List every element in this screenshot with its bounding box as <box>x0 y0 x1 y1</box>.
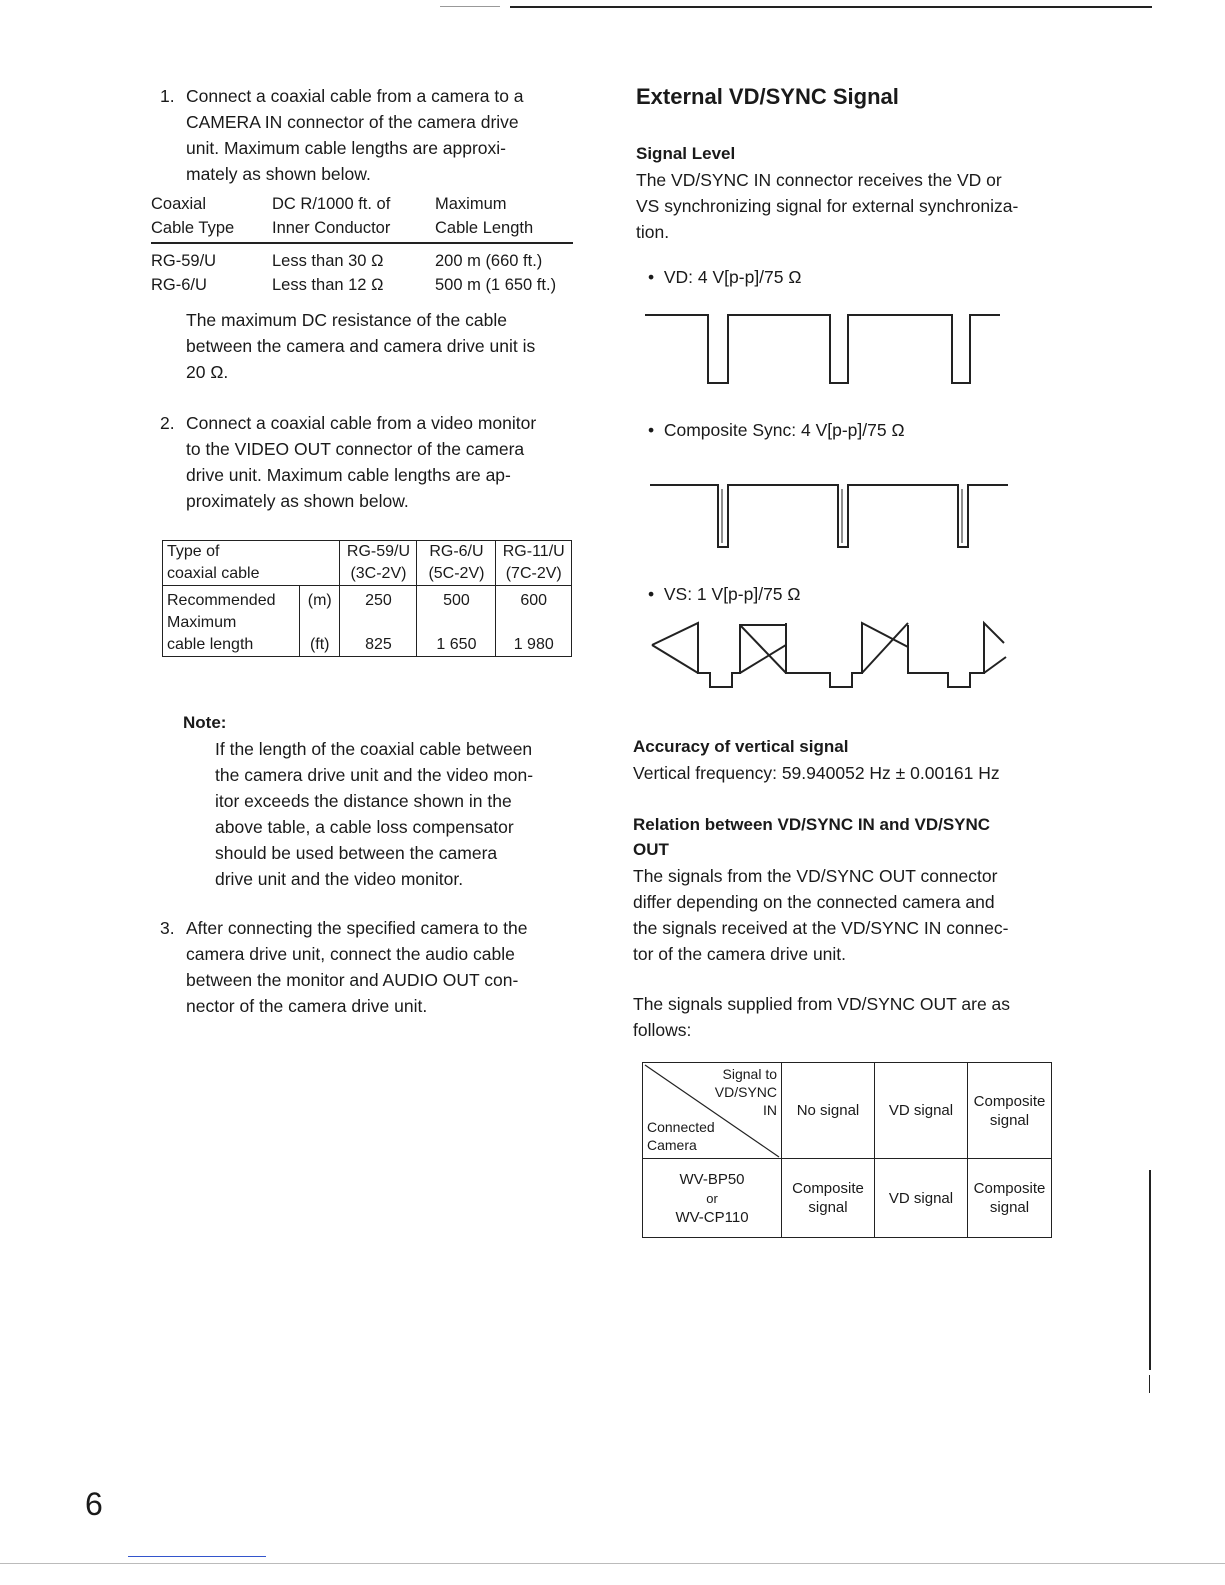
table2-text: (5C-2V) <box>428 565 485 582</box>
relation-line: follows: <box>633 1020 692 1040</box>
table2-value: 1 980 <box>513 636 554 653</box>
table2-col-header <box>496 541 572 586</box>
footer-rule <box>0 1563 1225 1564</box>
top-rule-short <box>440 6 500 7</box>
table2-value: 250 <box>365 592 392 609</box>
scan-edge-mark <box>1149 1375 1150 1393</box>
table1-cell: Less than 30 Ω <box>272 252 384 270</box>
section-title: External VD/SYNC Signal <box>636 84 899 109</box>
table2-text: RG-11/U <box>502 543 565 560</box>
table2-col-header <box>417 541 496 586</box>
resistance-line: 20 Ω. <box>186 362 229 382</box>
vs-waveform <box>652 623 1006 687</box>
table2-text: coaxial cable <box>167 565 260 582</box>
table3-text: or <box>706 1190 718 1206</box>
relation-text <box>633 863 1053 967</box>
vs-bullet-text: VS: 1 V[p-p]/75 Ω <box>663 584 801 604</box>
table2-text: (ft) <box>309 636 330 653</box>
composite-bullet <box>648 420 905 441</box>
step1-line: unit. Maximum cable lengths are approxi- <box>186 138 507 158</box>
table2-data-row <box>163 586 572 657</box>
table1-cell: Less than 12 Ω <box>272 276 384 294</box>
table2-value: 500 <box>443 592 470 609</box>
vd-waveform <box>645 315 1000 383</box>
table2-text: (3C-2V) <box>350 565 407 582</box>
table2-value: 1 650 <box>436 636 477 653</box>
table3-text: Signal to <box>722 1066 777 1082</box>
note-line: drive unit and the video monitor. <box>215 869 464 889</box>
table2-col-header <box>340 541 417 586</box>
note-line: above table, a cable loss compensator <box>215 817 514 837</box>
table1-header-text: Maximum <box>435 195 507 213</box>
step1-number: 1. <box>160 86 175 106</box>
step3-line: nector of the camera drive unit. <box>186 996 428 1016</box>
note-title: Note: <box>183 713 227 732</box>
step3-number: 3. <box>160 918 175 938</box>
note-line: should be used between the camera <box>215 843 498 863</box>
note-line: itor exceeds the distance shown in the <box>215 791 512 811</box>
table3-text: signal <box>989 1199 1030 1216</box>
table2-header-row <box>163 541 572 586</box>
table1-cell: 500 m (1 650 ft.) <box>435 276 557 294</box>
relation-line: differ depending on the connected camera and <box>633 892 995 912</box>
step1-line: Connect a coaxial cable from a camera to a <box>186 86 524 106</box>
table3-text: WV-BP50 <box>679 1170 745 1188</box>
step2-line: proximately as shown below. <box>186 491 409 511</box>
table3-text: VD signal <box>888 1102 954 1119</box>
step2-line: Connect a coaxial cable from a video monitor <box>186 413 537 433</box>
table2-text: RG-59/U <box>346 543 411 560</box>
step2-text <box>186 410 574 514</box>
signal-level-title: Signal Level <box>636 144 736 163</box>
table1-header-col3 <box>435 192 533 240</box>
step1-line: mately as shown below. <box>186 164 371 184</box>
table3-col-header <box>782 1063 875 1159</box>
table2-text: (m) <box>307 592 332 609</box>
table3-text: Connected <box>647 1119 715 1135</box>
table3-text: VD/SYNC <box>714 1084 777 1100</box>
table3-cell <box>782 1159 875 1238</box>
table2-text: RG-6/U <box>429 543 484 560</box>
table3-text: Camera <box>647 1137 697 1153</box>
vdsync-output-table <box>642 1062 1052 1238</box>
signal-level-line: tion. <box>636 222 670 242</box>
table1-header-col1 <box>151 192 234 240</box>
table3-corner-cell <box>643 1063 782 1159</box>
vs-bullet <box>648 584 800 605</box>
table2-values <box>496 586 572 657</box>
bullet-dot: • <box>648 584 664 604</box>
step2-line: drive unit. Maximum cable lengths are ap- <box>186 465 511 485</box>
table1-header-text: Coaxial <box>151 195 207 213</box>
relation-title-line: Relation between VD/SYNC IN and VD/SYNC <box>633 815 991 834</box>
table2-value: 825 <box>365 636 392 653</box>
top-rule <box>510 6 1152 8</box>
vd-waveform-diagram <box>640 305 1010 395</box>
table3-text: signal <box>989 1111 1030 1129</box>
table3-cell <box>968 1159 1052 1238</box>
table3-row-label <box>643 1159 782 1238</box>
table3-text: Composite <box>973 1092 1046 1110</box>
composite-waveform-diagram <box>640 475 1015 555</box>
table1-cell: RG-6/U <box>151 276 207 294</box>
table1-header-text: Inner Conductor <box>272 219 391 237</box>
table1-header-text: Cable Length <box>435 219 534 237</box>
step1-text <box>186 83 574 187</box>
table1-cell: RG-59/U <box>151 252 217 270</box>
relation-line: the signals received at the VD/SYNC IN connec- <box>633 918 1009 938</box>
table3-text: No signal <box>796 1102 860 1119</box>
bullet-dot: • <box>648 420 664 440</box>
table3-text: IN <box>763 1102 777 1118</box>
table3-text: Composite <box>792 1180 864 1197</box>
step3-line: between the monitor and AUDIO OUT con- <box>186 970 519 990</box>
page-number: 6 <box>85 1486 103 1522</box>
table1-header-text: Cable Type <box>151 219 235 237</box>
table2-units <box>300 586 340 657</box>
table1-cell: 200 m (660 ft.) <box>435 252 543 270</box>
table3-header-row <box>643 1063 1052 1159</box>
table2-text: Maximum <box>167 614 237 631</box>
table3-text: VD signal <box>888 1189 954 1207</box>
relation-line: tor of the camera drive unit. <box>633 944 847 964</box>
table1-rule <box>151 242 573 244</box>
relation-line: The signals supplied from VD/SYNC OUT are as <box>633 994 1011 1014</box>
resistance-line: between the camera and camera drive unit is <box>186 336 536 356</box>
step3-line: camera drive unit, connect the audio cable <box>186 944 515 964</box>
table2-values <box>417 586 496 657</box>
note-line: the camera drive unit and the video mon- <box>215 765 534 785</box>
cable-length-table <box>162 540 572 657</box>
signal-level-text <box>636 167 1058 245</box>
table2-values <box>340 586 417 657</box>
relation-text-2 <box>633 991 1053 1043</box>
vs-waveform-diagram <box>640 615 1015 695</box>
table2-row-label <box>163 586 300 657</box>
signal-level-line: The VD/SYNC IN connector receives the VD or <box>636 170 1002 190</box>
table3-col-header <box>968 1063 1052 1159</box>
step1-line: CAMERA IN connector of the camera drive <box>186 112 519 132</box>
table3-corner-bottom <box>647 1118 715 1154</box>
table2-type-header <box>163 541 340 586</box>
step2-number: 2. <box>160 413 175 433</box>
step2-line: to the VIDEO OUT connector of the camera <box>186 439 525 459</box>
signal-level-line: VS synchronizing signal for external synchroniza- <box>636 196 1019 216</box>
bullet-dot: • <box>648 267 664 287</box>
table3-text: Composite <box>973 1180 1046 1197</box>
table1-header-col2 <box>272 192 390 240</box>
step1-resistance-note <box>186 307 574 385</box>
composite-waveform <box>650 485 1008 547</box>
relation-title-line: OUT <box>633 840 669 859</box>
accuracy-title: Accuracy of vertical signal <box>633 737 849 756</box>
table2-text: cable length <box>167 636 254 653</box>
relation-line: The signals from the VD/SYNC OUT connector <box>633 866 998 886</box>
table3-text: WV-CP110 <box>675 1208 749 1226</box>
table2-text: Type of <box>167 543 220 560</box>
footer-link-line <box>128 1556 266 1557</box>
table3-text: signal <box>808 1199 848 1216</box>
table2-text: (7C-2V) <box>505 565 562 582</box>
table3-corner-top <box>715 1065 777 1119</box>
step3-line: After connecting the specified camera to the <box>186 918 528 938</box>
accuracy-text: Vertical frequency: 59.940052 Hz ± 0.00161 Hz <box>633 763 1000 783</box>
scan-edge-mark <box>1149 1170 1151 1370</box>
table2-value: 600 <box>520 592 548 609</box>
vd-bullet <box>648 267 801 288</box>
table2-text: Recommended <box>167 592 276 609</box>
note-text <box>215 736 572 892</box>
table3-cell <box>875 1159 968 1238</box>
table3-data-row <box>643 1159 1052 1238</box>
resistance-line: The maximum DC resistance of the cable <box>186 310 507 330</box>
composite-bullet-text: Composite Sync: 4 V[p-p]/75 Ω <box>663 420 905 440</box>
relation-title <box>633 812 1053 862</box>
step3-text <box>186 915 572 1019</box>
table1-header-text: DC R/1000 ft. of <box>272 195 391 213</box>
vd-bullet-text: VD: 4 V[p-p]/75 Ω <box>663 267 802 287</box>
note-line: If the length of the coaxial cable between <box>215 739 533 759</box>
table3-col-header <box>875 1063 968 1159</box>
